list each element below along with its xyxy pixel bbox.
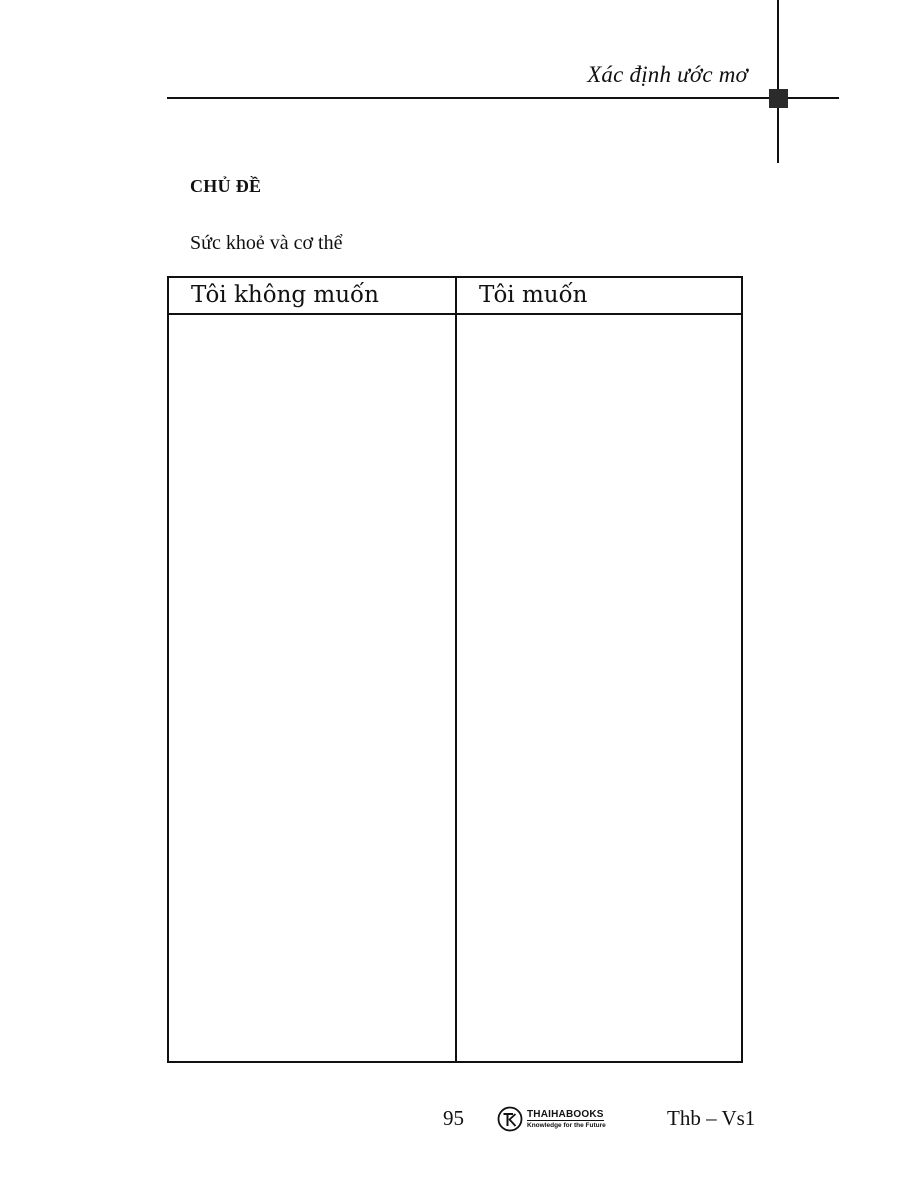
publisher-name: THAIHABOOKS [527,1109,604,1120]
topic-value: Sức khoẻ và cơ thể [190,232,343,254]
crop-mark-horizontal [167,97,839,99]
crop-mark-square [769,89,788,108]
column-heading-dont-want: Tôi không muốn [191,282,379,308]
running-head: Xác định ước mơ [587,62,748,87]
worksheet-table [167,276,743,1063]
publisher-tagline: Knowledge for the Future [527,1122,606,1129]
column-heading-want: Tôi muốn [479,282,588,308]
column-body-dont-want[interactable] [169,315,455,1061]
topic-label: CHỦ ĐỀ [190,176,262,196]
thaihabooks-logo-icon [497,1106,523,1132]
edition-code: Thb – Vs1 [667,1106,756,1130]
crop-mark-vertical [777,0,779,163]
column-body-want[interactable] [457,315,741,1061]
page-number: 95 [443,1106,464,1130]
publisher-logo [497,1106,627,1136]
